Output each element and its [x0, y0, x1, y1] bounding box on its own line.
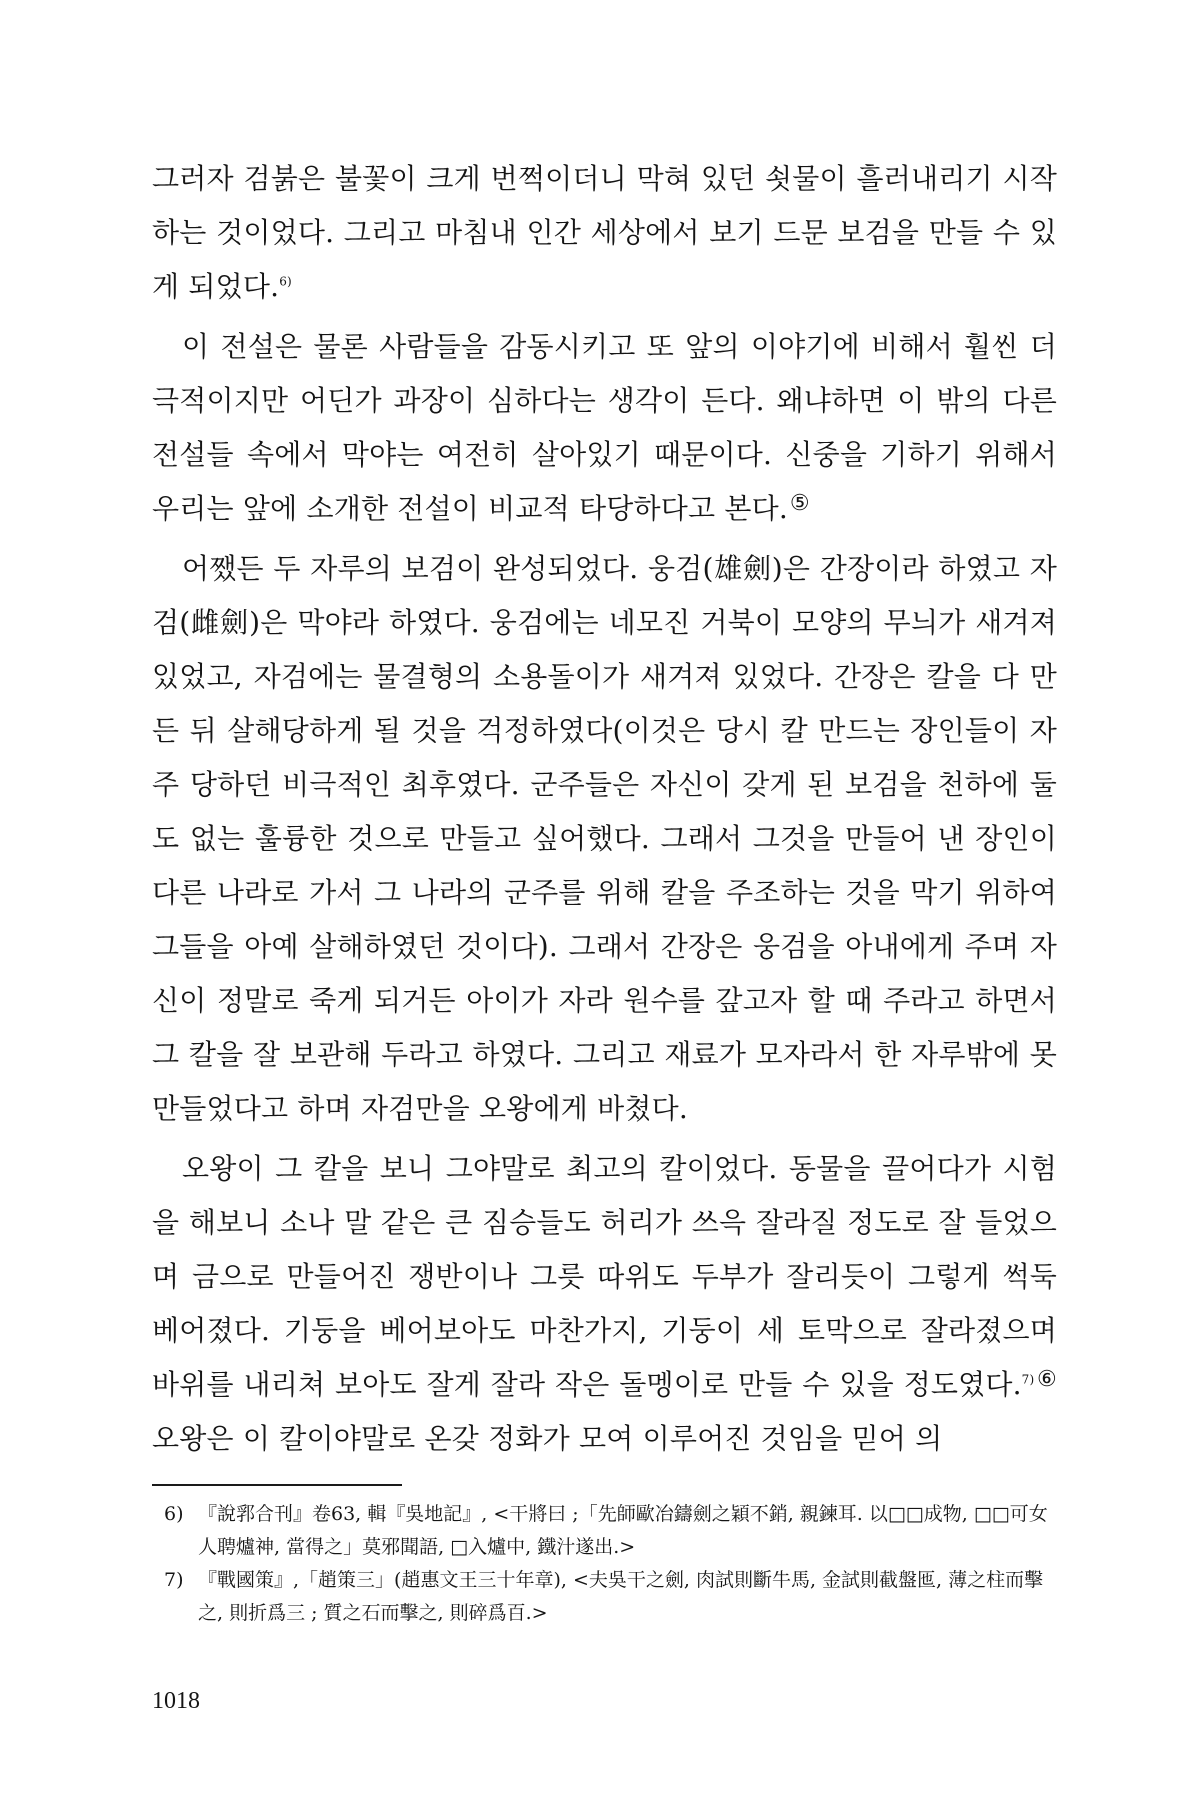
circled-mark-5: ⑤: [789, 491, 810, 516]
paragraph-4: [152, 1142, 1057, 1466]
circled-mark-6: ⑥: [1036, 1367, 1057, 1392]
footnote-text: 『說郛合刊』卷63, 輯『吳地記』, <干將曰 ;「先師歐冶鑄劍之穎不銷, 親鍊耳. 以□□成物, □□可女人聘爐神, 當得之」莫邪聞語, □入爐中, 鐵汁遂出.>: [198, 1503, 1048, 1558]
paragraph-1: [152, 152, 1057, 314]
paragraph-text: 이 전설은 물론 사람들을 감동시키고 또 앞의 이야기에 비해서 훨씬 더 극적이지만 어딘가 과장이 심하다는 생각이 든다. 왜냐하면 이 밖의 다른 전설들 속에서 막야는 여전히 살아있기 때문이다. 신중을 기하기 위해서 우리는 앞에 소개한 전설이 비교적 타당하다고 본다.: [152, 330, 1057, 525]
paragraph-text: 오왕이 그 칼을 보니 그야말로 최고의 칼이었다. 동물을 끌어다가 시험을 해보니 소나 말 같은 큰 짐승들도 허리가 쓰윽 잘라질 정도로 잘 들었으며 금으로 만들어진 쟁반이나 그릇 따위도 두부가 잘리듯이 그렇게 썩둑 베어졌다. 기둥을 베어보아도 마찬가지, 기둥이 세 토막으로 잘라졌으며 바위를 내리쳐 보아도 잘게 잘라 작은 돌멩이로 만들 수 있을 정도였다.: [152, 1152, 1057, 1401]
footnote-ref-6[interactable]: 6): [279, 274, 292, 289]
footnote-6: [152, 1498, 1057, 1564]
paragraph-3: [152, 542, 1057, 1136]
page-number: 1018: [152, 1688, 200, 1714]
paragraph-text: 그러자 검붉은 불꽃이 크게 번쩍이더니 막혀 있던 쇳물이 흘러내리기 시작하는 것이었다. 그리고 마침내 인간 세상에서 보기 드문 보검을 만들 수 있게 되었다.: [152, 162, 1057, 303]
footnote-number: 7): [164, 1569, 184, 1591]
footnote-7: [152, 1564, 1057, 1630]
page: [152, 152, 1057, 1630]
footnote-ref-7[interactable]: 7): [1021, 1372, 1035, 1387]
footnote-text: 『戰國策』,「趙策三」(趙惠文王三十年章), <夫吳干之劍, 肉試則斷牛馬, 金試則截盤匜, 薄之柱而擊之, 則折爲三 ; 質之石而擊之, 則碎爲百.>: [198, 1569, 1044, 1624]
footnote-divider: [152, 1484, 402, 1486]
body-text: [152, 152, 1057, 1466]
footnotes: [152, 1498, 1057, 1630]
paragraph-text: 어쨌든 두 자루의 보검이 완성되었다. 웅검(雄劍)은 간장이라 하였고 자검(雌劍)은 막야라 하였다. 웅검에는 네모진 거북이 모양의 무늬가 새겨져 있었고, 자검에는 물결형의 소용돌이가 새겨져 있었다. 간장은 칼을 다 만든 뒤 살해당하게 될 것을 걱정하였다(이것은 당시 칼 만드는 장인들이 자주 당하던 비극적인 최후였다. 군주들은 자신이 갖게 된 보검을 천하에 둘도 없는 훌륭한 것으로 만들고 싶어했다. 그래서 그것을 만들어 낸 장인이 다른 나라로 가서 그 나라의 군주를 위해 칼을 주조하는 것을 막기 위하여 그들을 아예 살해하였던 것이다). 그래서 간장은 웅검을 아내에게 주며 자신이 정말로 죽게 되거든 아이가 자라 원수를 갚고자 할 때 주라고 하면서 그 칼을 잘 보관해 두라고 하였다. 그리고 재료가 모자라서 한 자루밖에 못 만들었다고 하며 자검만을 오왕에게 바쳤다.: [152, 552, 1057, 1125]
footnote-number: 6): [164, 1503, 184, 1525]
paragraph-2: [152, 320, 1057, 536]
paragraph-tail: 오왕은 이 칼이야말로 온갖 정화가 모여 이루어진 것임을 믿어 의: [152, 1422, 943, 1455]
